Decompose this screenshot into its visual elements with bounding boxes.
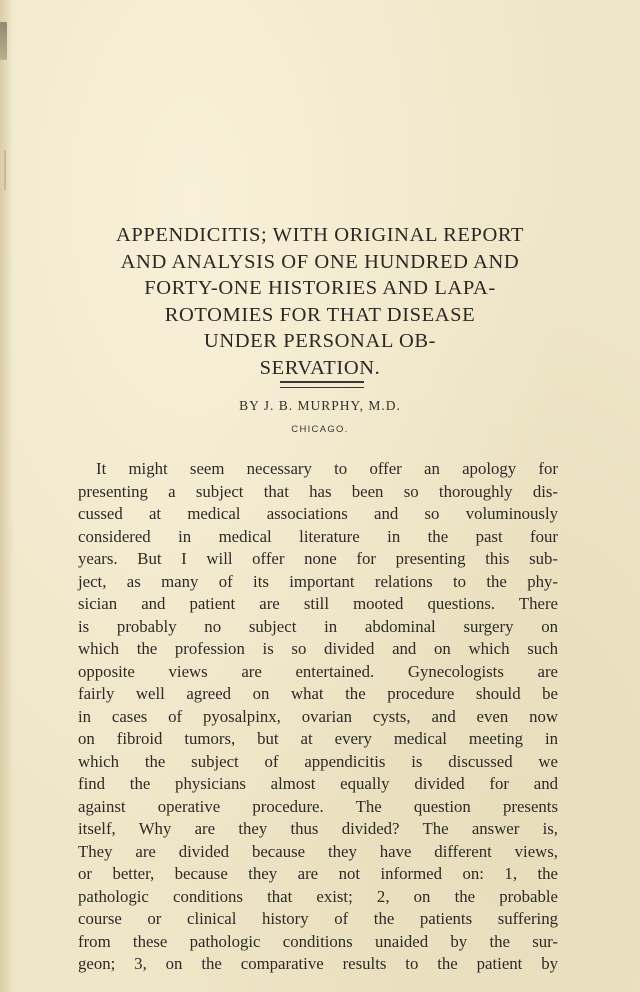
title-line: ROTOMIES FOR THAT DISEASE xyxy=(164,303,476,326)
paragraph-line: find the physicians almost equally divided for and xyxy=(78,774,558,793)
paragraph-line: presenting a subject that has been so thoroughly dis- xyxy=(78,481,558,501)
author-location: CHICAGO. xyxy=(291,424,349,435)
paragraph-line: against operative procedure. The question presents xyxy=(78,796,558,816)
paragraph-line: is probably no subject in abdominal surgery on xyxy=(78,616,558,636)
title-line: SERVATION. xyxy=(259,356,381,379)
paragraph-line: geon; 3, on the comparative results to the patient by xyxy=(78,954,558,973)
paragraph-line: course or clinical history of the patients suffering xyxy=(78,909,558,928)
title-line: FORTY-ONE HISTORIES AND LAPA- xyxy=(144,277,496,299)
divider-rule-top xyxy=(280,381,364,383)
divider-rule-bottom xyxy=(280,387,364,388)
paragraph-line: cussed at medical associations and so voluminously xyxy=(78,504,558,523)
paragraph-line: It might seem necessary to offer an apology for xyxy=(96,459,558,478)
article-title xyxy=(60,222,580,381)
paragraph-line: from these pathologic conditions unaided by the sur- xyxy=(78,931,558,951)
paragraph-line: which the subject of appendicitis is discussed we xyxy=(78,751,558,771)
title-line: AND ANALYSIS OF ONE HUNDRED AND xyxy=(120,250,520,273)
article-body-paragraph xyxy=(78,458,558,976)
paragraph-line: years. But I will offer none for presenting this sub- xyxy=(78,549,558,568)
title-line: UNDER PERSONAL OB- xyxy=(203,330,437,352)
paragraph-line: fairly well agreed on what the procedure should be xyxy=(78,684,558,703)
paragraph-line: on fibroid tumors, but at every medical meeting in xyxy=(78,729,558,748)
paragraph-line: sician and patient are still mooted questions. There xyxy=(78,594,558,613)
paragraph-line: itself, Why are they thus divided? The answer is, xyxy=(78,819,558,838)
paragraph-line: opposite views are entertained. Gynecologists are xyxy=(78,661,558,681)
paragraph-line: considered in medical literature in the past four xyxy=(78,526,558,546)
paragraph-line: pathologic conditions that exist; 2, on the probable xyxy=(78,886,558,906)
author-byline: BY J. B. MURPHY, M.D. xyxy=(239,398,401,413)
title-line: APPENDICITIS; WITH ORIGINAL REPORT xyxy=(115,224,525,246)
paragraph-line: in cases of pyosalpinx, ovarian cysts, and even now xyxy=(78,706,558,726)
paragraph-line: ject, as many of its important relations to the phy- xyxy=(78,571,558,591)
paragraph-line: They are divided because they have different views, xyxy=(78,841,558,861)
paragraph-line: which the profession is so divided and on which such xyxy=(78,639,558,658)
paragraph-line: or better, because they are not informed on: 1, the xyxy=(78,864,558,883)
